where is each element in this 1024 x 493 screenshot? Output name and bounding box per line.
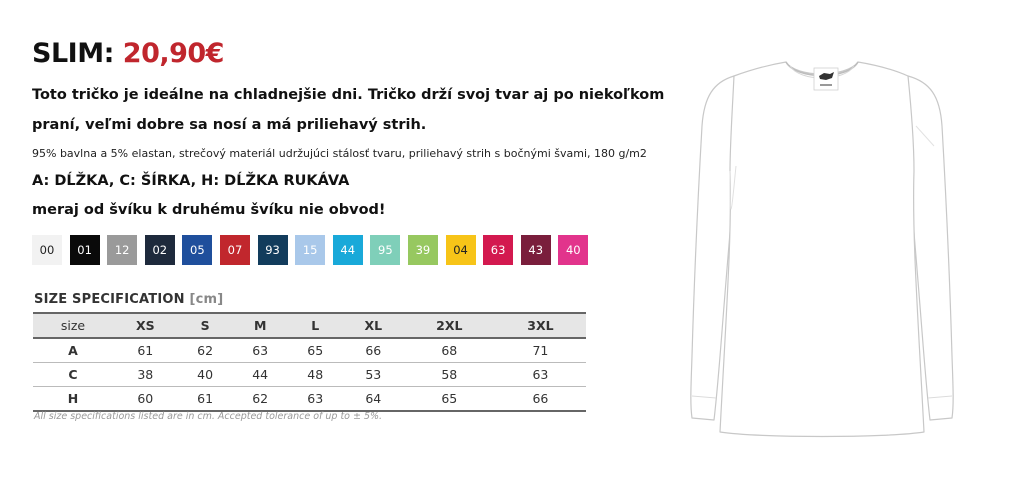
table-cell: 63 (495, 363, 586, 387)
header-cell: XS (113, 313, 178, 338)
measure-note: meraj od švíku k druhému švíku nie obvod! (32, 202, 386, 218)
size-table (33, 312, 586, 412)
header-cell: size (33, 313, 113, 338)
table-cell: 71 (495, 338, 586, 363)
color-swatch: 39 (408, 235, 438, 265)
color-swatch: 40 (558, 235, 588, 265)
table-row (33, 387, 586, 412)
header-cell: L (288, 313, 343, 338)
color-swatch: 93 (258, 235, 288, 265)
color-swatch: 12 (107, 235, 137, 265)
table-cell: 63 (288, 387, 343, 412)
color-swatch: 43 (521, 235, 551, 265)
size-spec-title-text: SIZE SPECIFICATION (34, 292, 185, 307)
color-swatch: 05 (182, 235, 212, 265)
table-cell: 66 (495, 387, 586, 412)
size-table-header (33, 313, 586, 338)
color-swatch: 01 (70, 235, 100, 265)
row-label: A (33, 338, 113, 363)
color-swatches (32, 235, 596, 265)
header-cell: 3XL (495, 313, 586, 338)
table-cell: 58 (404, 363, 495, 387)
header-cell: S (178, 313, 233, 338)
material-info: 95% bavlna a 5% elastan, strečový materiál udržujúci stálosť tvaru, priliehavý strih s bočnými švami, 180 g/m2 (32, 147, 647, 160)
table-cell: 40 (178, 363, 233, 387)
table-cell: 68 (404, 338, 495, 363)
color-swatch: 44 (333, 235, 363, 265)
color-swatch: 00 (32, 235, 62, 265)
table-cell: 48 (288, 363, 343, 387)
product-label: SLIM: (32, 38, 114, 69)
table-cell: 63 (233, 338, 288, 363)
size-note: All size specifications listed are in cm. Accepted tolerance of up to ± 5%. (34, 411, 383, 422)
table-cell: 62 (178, 338, 233, 363)
table-cell: 65 (288, 338, 343, 363)
tshirt-image (686, 56, 958, 440)
color-swatch: 63 (483, 235, 513, 265)
table-cell: 62 (233, 387, 288, 412)
table-cell: 64 (343, 387, 404, 412)
table-cell: 53 (343, 363, 404, 387)
row-label: C (33, 363, 113, 387)
measure-legend: A: DĹŽKA, C: ŠÍRKA, H: DĹŽKA RUKÁVA (32, 173, 350, 189)
color-swatch: 07 (220, 235, 250, 265)
table-cell: 44 (233, 363, 288, 387)
header-cell: M (233, 313, 288, 338)
table-cell: 38 (113, 363, 178, 387)
color-swatch: 15 (295, 235, 325, 265)
table-cell: 66 (343, 338, 404, 363)
size-spec-title (34, 292, 223, 307)
header-cell: XL (343, 313, 404, 338)
row-label: H (33, 387, 113, 412)
color-swatch: 95 (370, 235, 400, 265)
product-price: 20,90€ (122, 38, 224, 69)
table-cell: 65 (404, 387, 495, 412)
description-line-1: Toto tričko je ideálne na chladnejšie dni. Tričko drží svoj tvar aj po niekoľkom (32, 87, 665, 103)
product-title (32, 38, 224, 69)
color-swatch: 04 (446, 235, 476, 265)
table-cell: 60 (113, 387, 178, 412)
color-swatch: 02 (145, 235, 175, 265)
header-cell: 2XL (404, 313, 495, 338)
description-line-2: praní, veľmi dobre sa nosí a má priliehavý strih. (32, 117, 427, 133)
table-row (33, 338, 586, 363)
table-cell: 61 (178, 387, 233, 412)
table-cell: 61 (113, 338, 178, 363)
size-spec-unit: [cm] (189, 292, 224, 307)
table-row (33, 363, 586, 387)
